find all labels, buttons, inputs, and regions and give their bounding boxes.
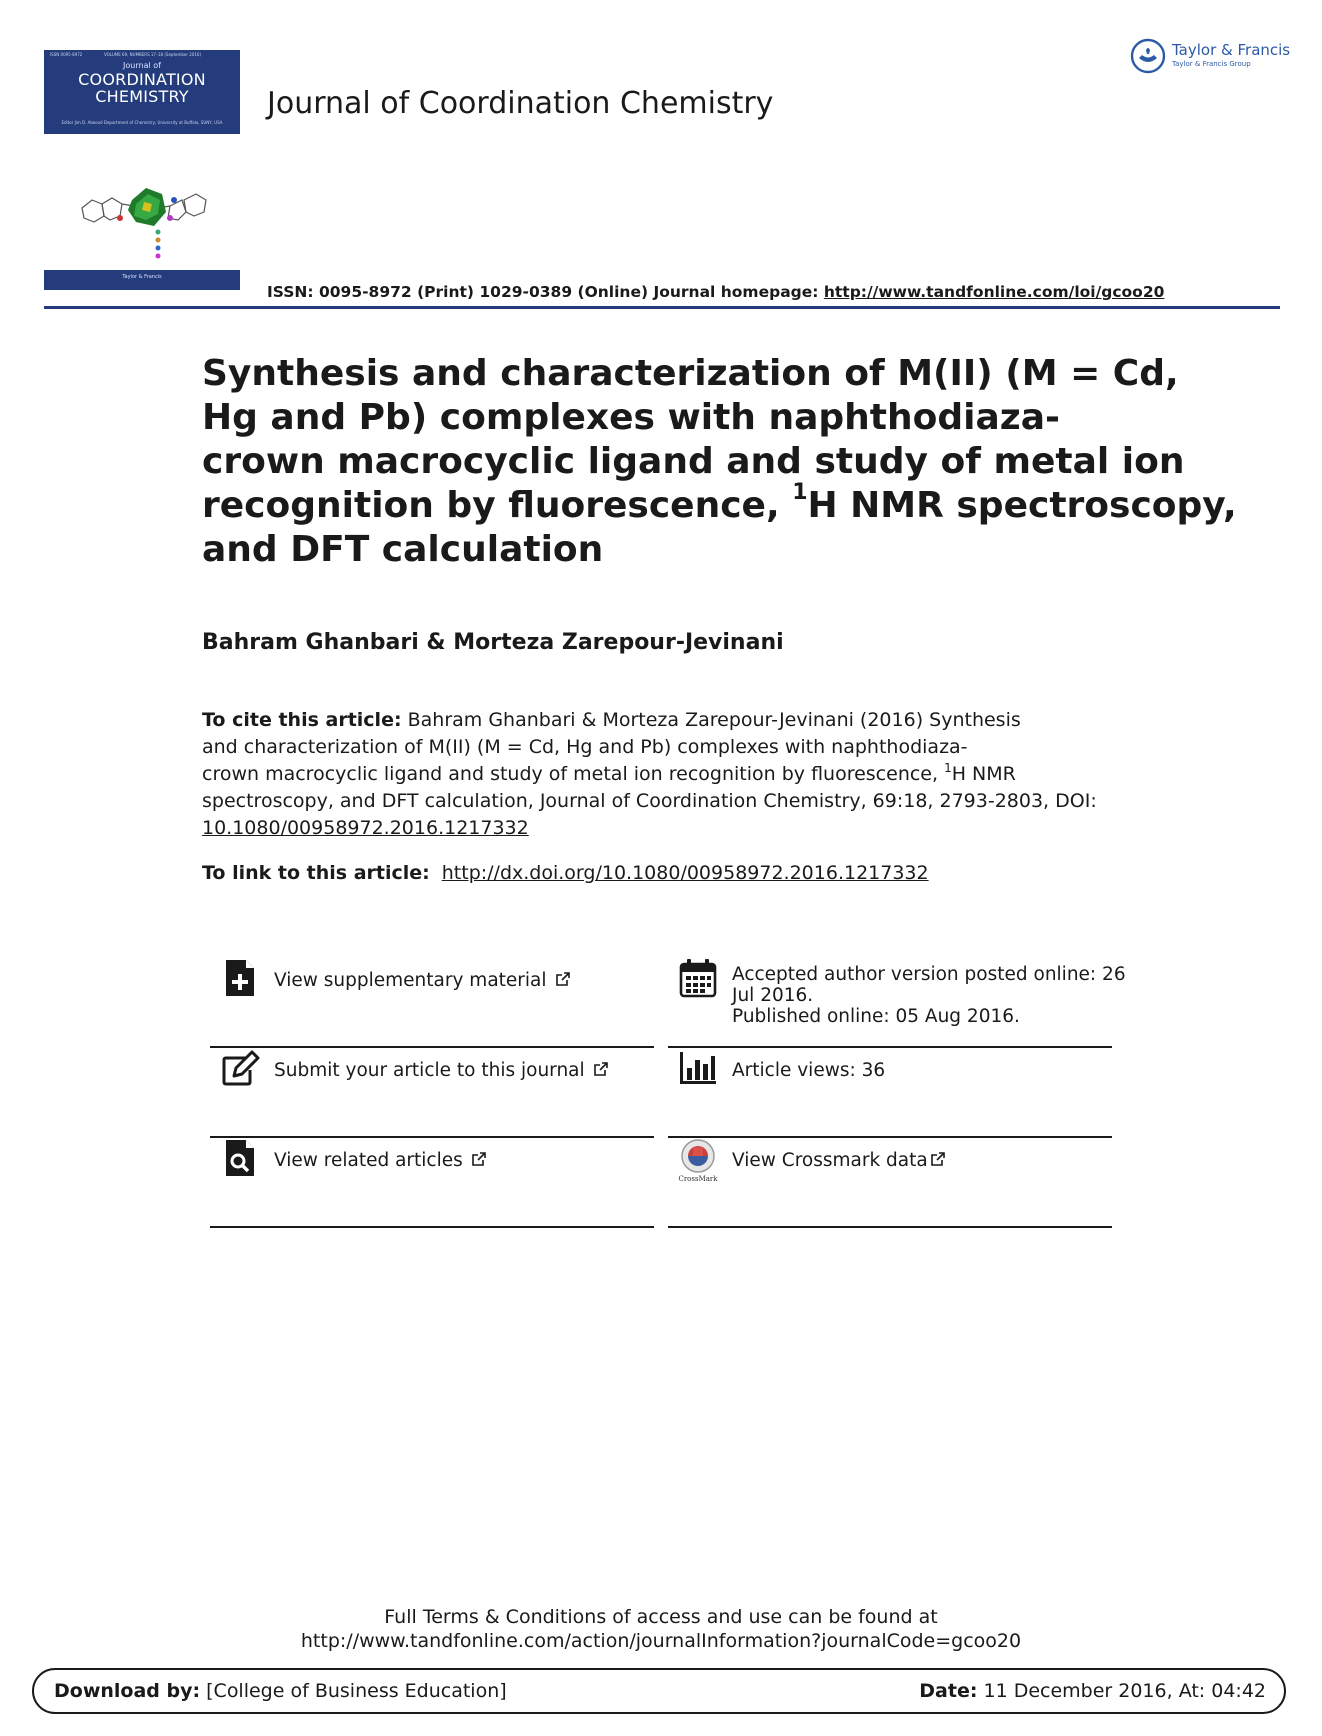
submit-label: Submit your article to this journal [274,1060,585,1081]
citation-block: To cite this article: Bahram Ghanbari & Morteza Zarepour-Jevinani (2016) Synthesis and characterization of M(II) (M = Cd, Hg and Pb) complexes with naphthodiaza- crown macrocyclic ligand and study of metal ion recognition by fluorescence, $^1$H NMR spectroscopy, and DFT calculation, Journal of Coordination Chemistry, 69:18, 2793-2803, DOI: 10.1080/00958972.2016.1217332 [202,707,1122,842]
crossmark-link[interactable] [668,1138,1112,1228]
link-label: To link to this article: [202,862,430,884]
cover-volume: VOLUME 69, NUMBERS 17–18 (September 2016) [104,52,202,57]
cover-editor: Editor Jim D. Atwood Department of Chemistry, University at Buffalo, SUNY, USA [61,120,223,125]
download-info-box [32,1668,1286,1714]
views-label: Article views: 36 [732,1060,886,1081]
journal-title[interactable]: Journal of Coordination Chemistry [267,86,774,121]
cell-divider [210,1226,654,1228]
external-link-icon [555,971,571,987]
molecule-illustration [74,160,214,270]
external-link-icon [471,1151,487,1167]
cover-banner [44,50,240,134]
article-authors: Bahram Ghanbari & Morteza Zarepour-Jevinani [202,630,784,655]
issn-line [267,283,1164,301]
journal-homepage-link[interactable]: http://www.tandfonline.com/loi/gcoo20 [823,283,1165,301]
citation-label: To cite this article: [202,709,402,731]
file-add-icon [220,958,260,998]
calendar-icon [678,958,718,998]
supplementary-label: View supplementary material [274,970,547,991]
issn-text: ISSN: 0095-8972 (Print) 1029-0389 (Online) Journal homepage: [267,283,824,301]
crossmark-icon [678,1138,718,1182]
cell-divider [668,1226,1112,1228]
accepted-date-line1: Accepted author version posted online: 26 [732,964,1126,985]
citation-doi-link[interactable]: 10.1080/00958972.2016.1217332 [202,817,529,839]
publisher-name: Taylor & Francis [1172,41,1291,59]
bar-chart-icon [678,1048,718,1088]
related-articles-link[interactable] [210,1138,654,1228]
terms-notice [0,1605,1322,1653]
cover-small-title: Journal of [123,61,161,70]
publisher-group: Taylor & Francis Group [1172,60,1251,68]
accepted-date-line2: Jul 2016. [732,985,814,1006]
article-views [668,1048,1112,1138]
cover-publisher: Taylor & Francis [122,274,162,280]
cover-title: COORDINATION CHEMISTRY [78,70,206,106]
external-link-icon [593,1061,609,1077]
publisher-logo[interactable] [1130,38,1291,78]
submit-article-link[interactable] [210,1048,654,1138]
edit-icon [220,1048,260,1088]
related-label: View related articles [274,1150,463,1171]
article-title: Synthesis and characterization of M(II) (M = Cd, Hg and Pb) complexes with naphthodiaza- crown macrocyclic ligand and study of metal ion recognition by fluorescence, $^1$H NMR spectroscopy, and DFT calculation [202,353,1237,570]
header-divider [44,306,1280,309]
publisher-lamp-icon [1130,38,1166,74]
cover-issn: ISSN 0095-8972 [50,52,83,57]
cover-footer-banner [44,270,240,290]
supplementary-material-link[interactable] [210,958,654,1048]
download-by: Download by: [College of Business Education] [54,1680,507,1702]
svg-text:CrossMark: CrossMark [678,1175,718,1182]
terms-line: Full Terms & Conditions of access and use can be found at [384,1606,938,1628]
crossmark-label: View Crossmark data [732,1150,928,1171]
article-link-line [202,862,929,884]
publication-dates [668,958,1126,1048]
published-date: Published online: 05 Aug 2016. [732,1006,1020,1027]
external-link-icon [930,1151,946,1167]
article-doi-link[interactable]: http://dx.doi.org/10.1080/00958972.2016.1217332 [441,862,929,884]
download-date: Date: 11 December 2016, At: 04:42 [919,1680,1266,1702]
journal-cover-image [44,50,240,292]
terms-url[interactable]: http://www.tandfonline.com/action/journalInformation?journalCode=gcoo20 [300,1630,1022,1652]
search-document-icon [220,1138,260,1178]
